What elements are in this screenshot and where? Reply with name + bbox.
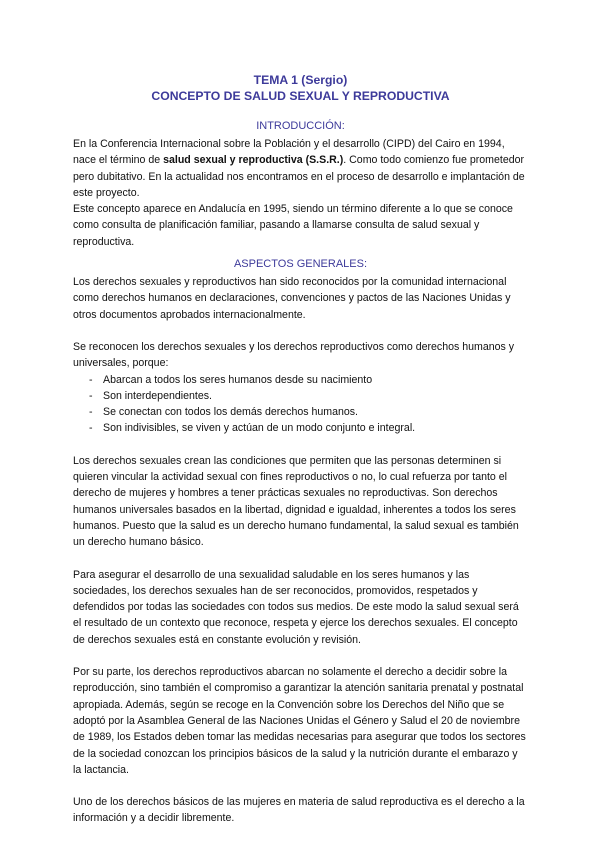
general-paragraph-5: Por su parte, los derechos reproductivos abarcan no solamente el derecho a decidir sobre la reproducción, sino también el compromiso a garantizar la atención sanitaria prenatal y postnatal apropiada. Además, según se recoge en la Convención sobre los Derechos del Niño que se adoptó por la Asamblea General de las Naciones Unidas el Género y Salud el 20 de noviembre de 1989, los Estados deben tomar las medidas necesarias para asegurar que todos los sectores de la sociedad conozcan los principios básicos de la salud y la nutrición durante el embarazo y la lactancia.	[73, 666, 526, 776]
intro-paragraph-2: Este concepto aparece en Andalucía en 1995, siendo un término diferente a lo que se conoce como consulta de planificación familiar, pasando a llamarse consulta de salud sexual y reproductiva.	[73, 203, 513, 248]
general-paragraph-2: Se reconocen los derechos sexuales y los derechos reproductivos como derechos humanos y universales, porque:	[73, 340, 515, 370]
general-paragraph-3: Los derechos sexuales crean las condiciones que permiten que las personas determinen si quieren vincular la actividad sexual con fines reproductivos o no, lo cual refuerza por tanto el derecho de mujeres y hombres a tener prácticas sexuales no reproductivas. Son derechos humanos universales basados en la libertad, dignidad e igualdad, inherentes a todos los seres humanos. Puesto que la salud es un derecho humano fundamental, la salud sexual es también un derecho humano básico.	[73, 454, 519, 549]
list-item: - Son interdependientes.	[73, 388, 528, 404]
general-heading: ASPECTOS GENERALES:	[233, 258, 368, 271]
intro-p1-text-a: En la Conferencia Internacional sobre la Población y el desarrollo (CIPD) del Cairo en 1994, nace el término de	[73, 138, 505, 167]
list-item: - Abarcan a todos los seres humanos desde su nacimiento	[73, 372, 528, 388]
rights-list	[73, 372, 528, 437]
intro-p1-bold-term: salud sexual y reproductiva (S.S.R.)	[163, 154, 344, 167]
intro-heading: INTRODUCCIÓN:	[256, 120, 345, 132]
list-item: - Son indivisibles, se viven y actúan de un modo conjunto e integral.	[73, 420, 528, 436]
general-paragraph-6: Uno de los derechos básicos de las mujeres en materia de salud reproductiva es el derecho a la información y a decidir libremente.	[73, 796, 525, 825]
general-paragraph-1: Los derechos sexuales y reproductivos han sido reconocidos por la comunidad internacional como derechos humanos en declaraciones, convenciones y pactos de las Naciones Unidas y otros documentos aprobados internacionalmente.	[73, 276, 511, 321]
doc-title-line1: TEMA 1 (Sergio)	[253, 73, 348, 87]
intro-paragraph-1	[73, 136, 528, 201]
list-item: - Se conectan con todos los demás derechos humanos.	[73, 404, 528, 420]
general-paragraph-4: Para asegurar el desarrollo de una sexualidad saludable en los seres humanos y las sociedades, los derechos sexuales han de ser reconocidos, promovidos, respetados y defendidos por todas las sociedades con todos sus medios. De este modo la salud sexual será el resultado de un contexto que reconoce, respeta y ejerce los derechos sexuales. El concepto de derechos sexuales está en constante evolución y revisión.	[73, 568, 519, 646]
doc-title-line2: CONCEPTO DE SALUD SEXUAL Y REPRODUCTIVA	[151, 89, 450, 103]
intro-p1-text-b: . Como todo comienzo fue prometedor pero dubitativo. En la actualidad nos encontramos en el proceso de desarrollo e implantación de este proyecto.	[73, 154, 525, 199]
